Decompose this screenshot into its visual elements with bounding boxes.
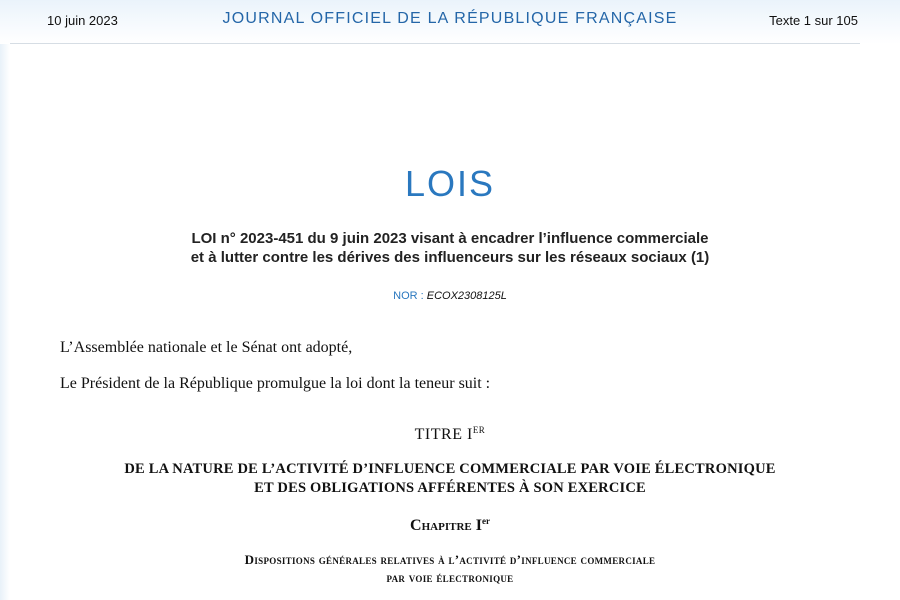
section-title: LOIS — [404, 163, 496, 204]
law-title-line-2: et à lutter contre les dérives des influenceurs sur les réseaux sociaux (1) — [190, 249, 710, 266]
preamble-line-2: Le Président de la République promulgue la loi dont la teneur suit : — [60, 375, 491, 392]
header-divider — [10, 43, 860, 44]
chapitre-heading — [0, 516, 900, 535]
titre-description-line-1: DE LA NATURE DE L’ACTIVITÉ D’INFLUENCE COMMERCIALE PAR VOIE ÉLECTRONIQUE — [124, 461, 776, 477]
law-title — [0, 229, 900, 267]
journal-title: JOURNAL OFFICIEL DE LA RÉPUBLIQUE FRANÇAISE — [222, 10, 678, 27]
page-header — [0, 0, 900, 44]
law-title-line-1: LOI n° 2023-451 du 9 juin 2023 visant à encadrer l’influence commerciale — [191, 230, 709, 247]
header-date: 10 juin 2023 — [47, 13, 118, 28]
preamble-line-1: L’Assemblée nationale et le Sénat ont adopté, — [60, 339, 353, 356]
text-count: Texte 1 sur 105 — [769, 13, 858, 28]
chapitre-label: Chapitre I — [410, 517, 482, 534]
chapitre-ordinal: er — [481, 516, 490, 526]
titre-label: TITRE I — [414, 426, 473, 443]
titre-heading — [0, 425, 900, 444]
nor-label: NOR : — [393, 290, 427, 302]
chapitre-description-line-1: Dispositions générales relatives à l’activité d’influence commerciale — [244, 552, 656, 567]
chapitre-description-line-2: par voie électronique — [386, 570, 514, 585]
titre-ordinal: ER — [472, 425, 486, 435]
chapitre-description — [0, 551, 900, 587]
nor-reference — [0, 290, 900, 302]
titre-description — [0, 460, 900, 498]
nor-value: ECOX2308125L — [426, 290, 507, 302]
titre-description-line-2: ET DES OBLIGATIONS AFFÉRENTES À SON EXERCICE — [254, 480, 646, 496]
